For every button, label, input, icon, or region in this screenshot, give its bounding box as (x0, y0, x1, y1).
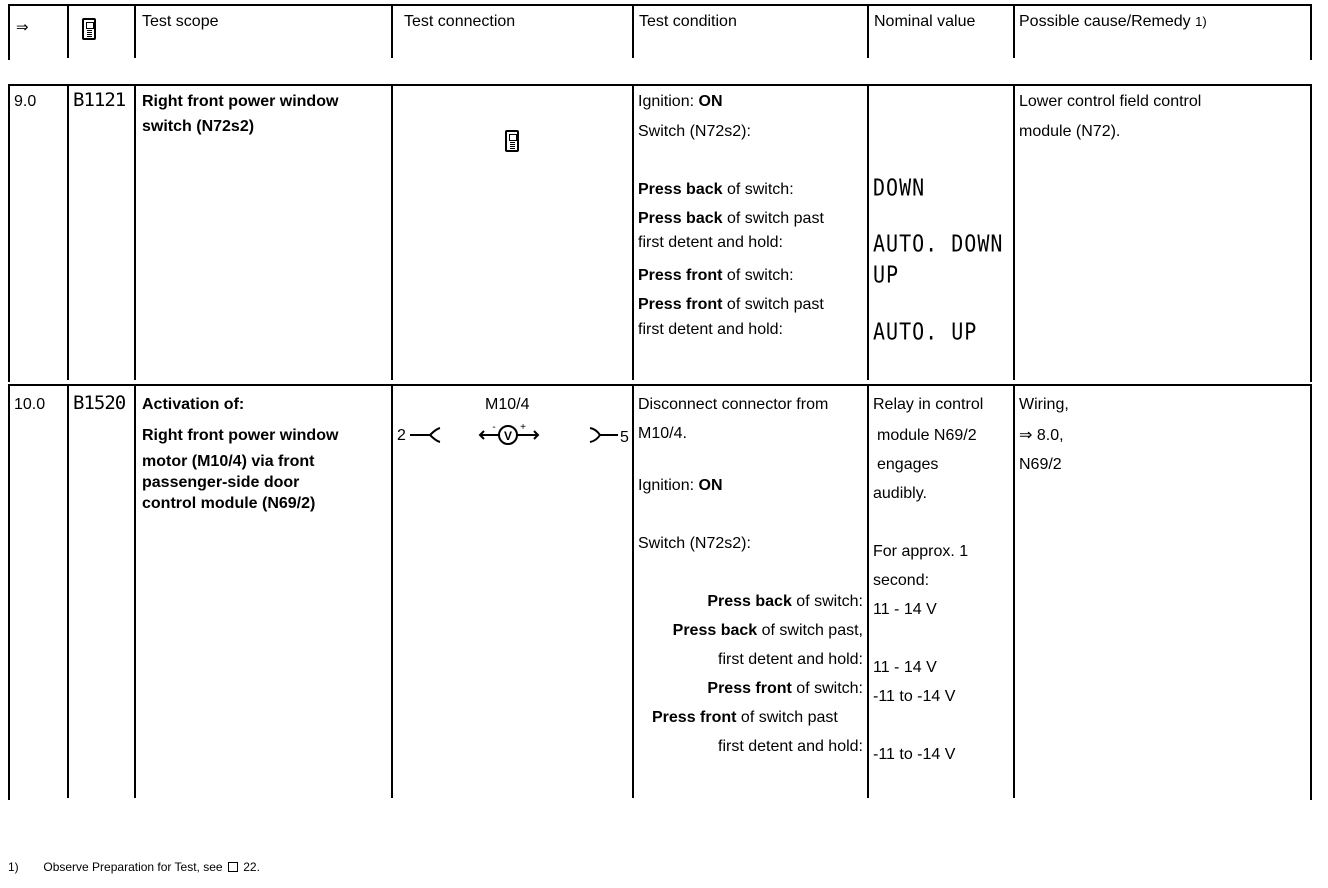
header-nominal-value: Nominal value (874, 13, 976, 30)
voltmeter-connection-icon (408, 420, 630, 450)
condition-ignition: Ignition: ON (638, 93, 723, 110)
condition-line: Press front of switch: (638, 267, 794, 284)
condition-line: Press front of switch past (652, 709, 838, 726)
header-test-condition: Test condition (639, 13, 737, 30)
possible-cause-line: Wiring, (1019, 396, 1069, 413)
svg-text:V: V (503, 429, 513, 443)
condition-line: Press front of switch: (707, 680, 863, 697)
header-arrow: ⇒ (16, 19, 29, 36)
diagnostic-tester-icon (505, 130, 519, 152)
condition-line: Press back of switch past, (672, 622, 863, 639)
fault-code: B1520 (73, 392, 126, 414)
connection-pin-left: 2 (397, 427, 406, 444)
display-value: DOWN (873, 173, 926, 202)
condition-line: first detent and hold: (638, 321, 783, 338)
condition-line: Press back of switch past (638, 210, 824, 227)
footnote-ref: 22. (243, 860, 260, 874)
nominal-voltage: 11 - 14 V (873, 659, 937, 676)
test-scope-line: Right front power window (142, 93, 339, 110)
row-10-0 (8, 384, 1312, 800)
condition-line: Press back of switch: (707, 593, 863, 610)
test-scope-line: switch (N72s2) (142, 118, 255, 135)
condition-line: Disconnect connector from (638, 396, 829, 413)
nominal-line: second: (873, 572, 930, 589)
condition-ignition: Ignition: ON (638, 477, 723, 494)
possible-cause-line: Lower control field control (1019, 93, 1202, 110)
connection-pin-right: 5 (620, 429, 629, 446)
svg-text:-: - (492, 422, 496, 433)
display-value: UP (873, 260, 900, 289)
nominal-voltage: -11 to -14 V (873, 746, 956, 763)
page-reference-icon (228, 862, 238, 872)
possible-cause-line: module (N72). (1019, 123, 1121, 140)
svg-text:+: + (520, 422, 526, 433)
nominal-voltage: 11 - 14 V (873, 601, 937, 618)
nominal-line: Relay in control (873, 396, 984, 413)
nominal-line: For approx. 1 (873, 543, 969, 560)
possible-cause-line: ⇒ 8.0, (1019, 427, 1064, 444)
footnote-marker: 1) (8, 860, 19, 874)
condition-switch: Switch (N72s2): (638, 123, 751, 140)
footnote-text: Observe Preparation for Test, see (43, 860, 223, 874)
test-scope-line: motor (M10/4) via front (142, 453, 315, 470)
display-value: AUTO. UP (873, 317, 978, 346)
condition-line: first detent and hold: (718, 738, 863, 755)
connection-label: M10/4 (485, 396, 530, 413)
condition-line: Press back of switch: (638, 181, 794, 198)
footnote (8, 857, 260, 877)
header-test-scope: Test scope (142, 13, 219, 30)
step-number: 10.0 (14, 396, 46, 413)
header-possible-cause: Possible cause/Remedy 1) (1019, 13, 1207, 30)
nominal-line: engages (877, 456, 939, 473)
diagnostic-tester-icon (82, 18, 96, 40)
nominal-voltage: -11 to -14 V (873, 688, 956, 705)
condition-line: first detent and hold: (638, 234, 783, 251)
test-scope-line: control module (N69/2) (142, 495, 316, 512)
test-scope-title: Activation of: (142, 396, 245, 413)
fault-code: B1121 (73, 89, 126, 111)
condition-switch: Switch (N72s2): (638, 535, 751, 552)
nominal-line: module N69/2 (877, 427, 977, 444)
test-scope-line: passenger-side door (142, 474, 300, 491)
condition-line: first detent and hold: (718, 651, 863, 668)
nominal-line: audibly. (873, 485, 927, 502)
display-value: AUTO. DOWN (873, 229, 1004, 258)
step-number: 9.0 (14, 93, 37, 110)
header-test-connection: Test connection (404, 13, 516, 30)
possible-cause-line: N69/2 (1019, 456, 1062, 473)
condition-line: Press front of switch past (638, 296, 824, 313)
condition-line: M10/4. (638, 425, 687, 442)
test-scope-line: Right front power window (142, 427, 339, 444)
